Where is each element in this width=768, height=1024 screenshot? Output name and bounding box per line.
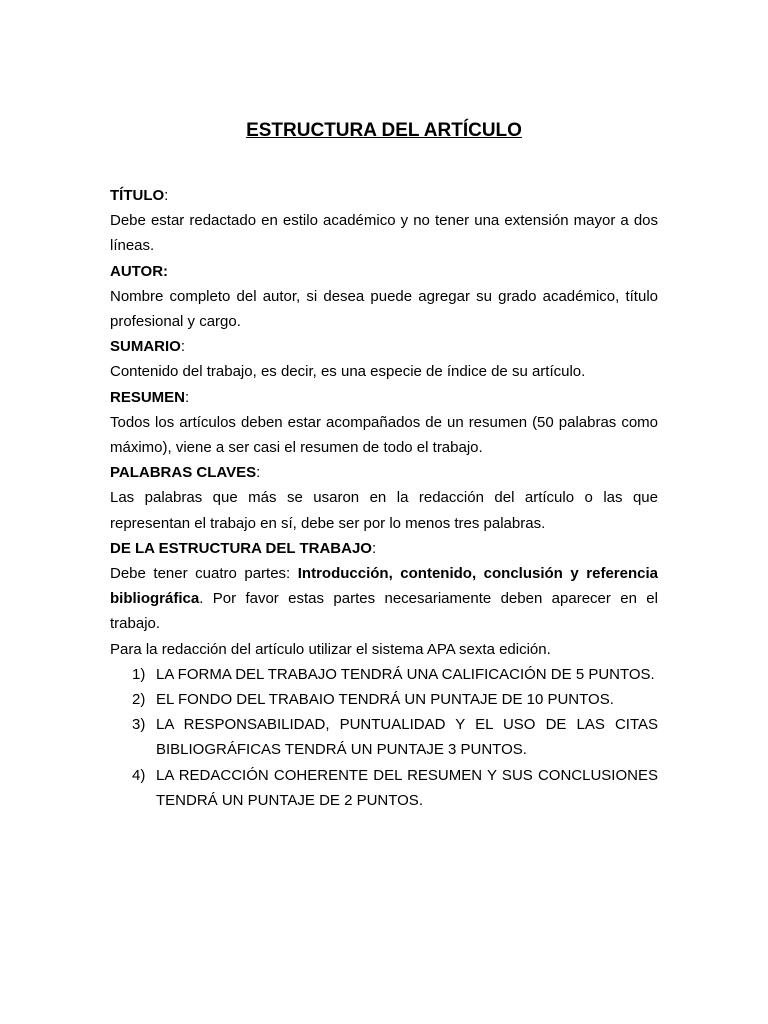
section-heading-label: PALABRAS CLAVES — [110, 464, 257, 482]
section-body-resumen: Todos los artículos deben estar acompañados de un resumen (50 palabras como máximo), viene a ser casi el resumen de todo el trabajo. — [110, 413, 658, 457]
body-prefix: Debe tener cuatro partes: — [110, 565, 298, 583]
section-heading-colon: : — [256, 464, 261, 482]
body-suffix: . Por favor estas partes necesariamente deben aparecer en el trabajo. — [110, 590, 658, 633]
section-heading-colon: : — [180, 338, 186, 356]
criteria-number: 3) — [132, 716, 146, 734]
criteria-text: LA FORMA DEL TRABAJO TENDRÁ UNA CALIFICACIÓN DE 5 PUNTOS. — [156, 665, 655, 683]
section-heading-resumen — [110, 385, 658, 410]
section-heading-colon: : — [164, 187, 169, 204]
section-heading-titulo — [110, 183, 658, 208]
criteria-item — [110, 687, 658, 712]
section-heading-label: TÍTULO — [110, 187, 165, 204]
section-heading-sumario — [110, 334, 658, 359]
apa-note: Para la redacción del artículo utilizar el sistema APA sexta edición. — [110, 640, 551, 658]
section-body-sumario: Contenido del trabajo, es decir, es una especie de índice de su artículo. — [110, 363, 586, 381]
grading-criteria-list — [110, 662, 658, 813]
criteria-text: LA REDACCIÓN COHERENTE DEL RESUMEN Y SUS CONCLUSIONES TENDRÁ UN PUNTAJE DE 2 PUNTOS. — [156, 766, 658, 809]
section-body-titulo: Debe estar redactado en estilo académico y no tener una extensión mayor a dos líneas. — [110, 212, 658, 255]
criteria-number: 4) — [132, 766, 146, 784]
section-heading-colon: : — [185, 388, 190, 406]
criteria-number: 1) — [132, 665, 146, 683]
section-heading-colon: : — [371, 539, 377, 557]
criteria-number: 2) — [132, 691, 146, 709]
document-page — [110, 114, 658, 813]
section-heading-estructura — [110, 536, 658, 561]
section-heading-label: SUMARIO — [110, 338, 181, 356]
section-heading-label: DE LA ESTRUCTURA DEL TRABAJO — [110, 539, 372, 557]
body-bold-parts: Introducción, contenido, conclusión y referencia bibliográfica — [110, 565, 658, 608]
criteria-item — [110, 712, 658, 762]
document-title: ESTRUCTURA DEL ARTÍCULO — [246, 120, 522, 141]
section-body-estructura — [110, 561, 658, 637]
criteria-item — [110, 763, 658, 813]
section-body-palabras-claves: Las palabras que más se usaron en la redacción del artículo o las que representan el trabajo en sí, debe ser por lo menos tres palabras. — [110, 489, 658, 532]
criteria-text: LA RESPONSABILIDAD, PUNTUALIDAD Y EL USO DE LAS CITAS BIBLIOGRÁFICAS TENDRÁ UN PUNTAJE 3 PUNTOS. — [156, 716, 658, 759]
section-heading-label: AUTOR: — [110, 262, 169, 280]
section-heading-label: RESUMEN — [110, 388, 186, 406]
criteria-item — [110, 662, 658, 687]
criteria-text: EL FONDO DEL TRABAIO TENDRÁ UN PUNTAJE DE 10 PUNTOS. — [156, 691, 614, 709]
section-heading-palabras-claves — [110, 460, 658, 485]
section-heading-autor — [110, 259, 658, 284]
section-body-autor: Nombre completo del autor, si desea puede agregar su grado académico, título profesional y cargo. — [110, 287, 658, 331]
